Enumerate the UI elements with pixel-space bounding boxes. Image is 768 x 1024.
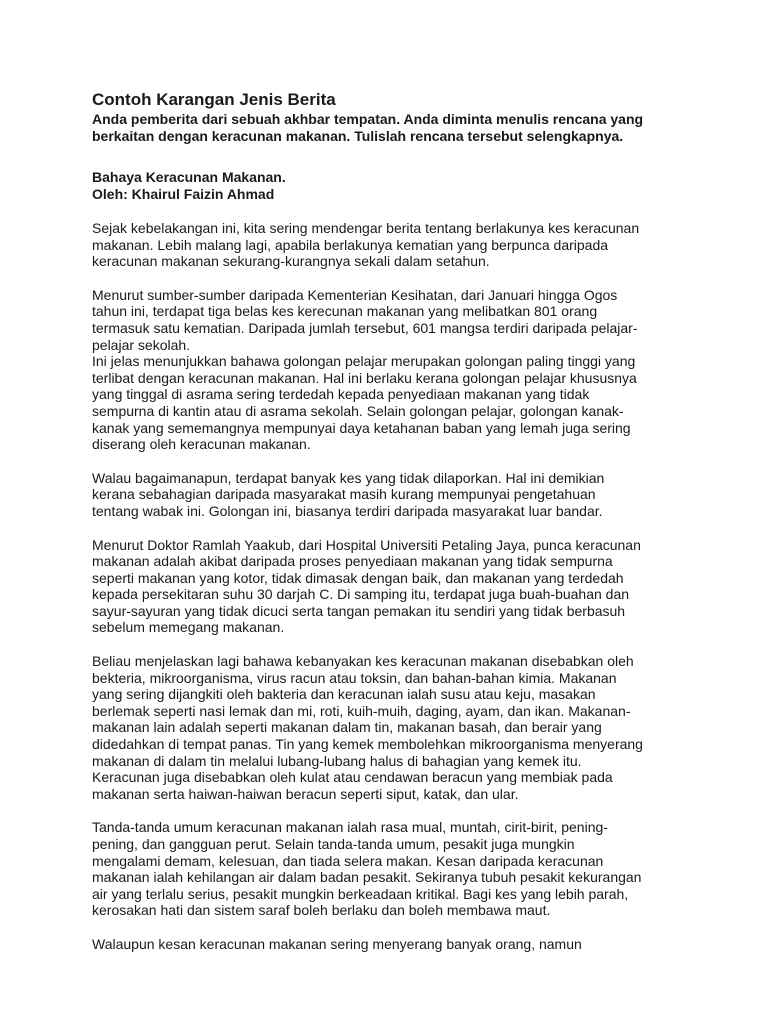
paragraph-line: Walau bagaimanapun, terdapat banyak kes yang tidak dilaporkan. Hal ini demikian	[92, 469, 605, 486]
author-line: Oleh: Khairul Faizin Ahmad	[92, 186, 275, 202]
paragraph-line: sempurna di kantin atau di asrama sekolah. Selain golongan pelajar, golongan kanak-	[92, 402, 624, 419]
paragraph	[92, 936, 682, 953]
paragraph-line: berlemak seperti nasi lemak dan mi, roti, kuih-muih, daging, ayam, dan ikan. Makanan-	[92, 702, 631, 719]
paragraph-line: makanan serta haiwan-haiwan beracun seperti siput, katak, dan ular.	[92, 785, 519, 802]
paragraph	[92, 653, 682, 802]
paragraph-line: makanan adalah akibat daripada proses penyediaan makanan yang tidak sempurna	[92, 553, 613, 570]
paragraph-line: makanan lain adalah seperti makanan dalam tin, makanan basah, dan berair yang	[92, 719, 602, 736]
article-body	[92, 220, 682, 953]
instruction-line: Anda pemberita dari sebuah akhbar tempatan. Anda diminta menulis rencana yang	[92, 111, 644, 127]
paragraph-line: bekteria, mikroorganisma, virus racun atau toksin, dan bahan-bahan kimia. Makanan	[92, 669, 617, 686]
paragraph-line: Ini jelas menunjukkan bahawa golongan pelajar merupakan golongan paling tinggi yang	[92, 353, 636, 370]
paragraph-line: makanan di dalam tin melalui lubang-lubang halus di bahagian yang kemek itu.	[92, 752, 582, 769]
paragraph-line: Menurut sumber-sumber daripada Kementerian Kesihatan, dari Januari hingga Ogos	[92, 286, 618, 303]
paragraph	[92, 287, 682, 453]
paragraph-line: terlibat dengan keracunan makanan. Hal ini berlaku kerana golongan pelajar khususnya	[92, 369, 637, 386]
page-title: Contoh Karangan Jenis Berita	[92, 90, 336, 109]
paragraph-line: kerana sebahagian daripada masyarakat masih kurang mempunyai pengetahuan	[92, 486, 596, 503]
instruction-line: berkaitan dengan keracunan makanan. Tulislah rencana tersebut selengkapnya.	[92, 128, 624, 144]
paragraph-line: tentang wabak ini. Golongan ini, biasanya terdiri daripada masyarakat luar bandar.	[92, 502, 603, 519]
paragraph-line: sayur-sayuran yang tidak dicuci serta tangan pemakan itu sendiri yang tidak berbasuh	[92, 602, 626, 619]
paragraph-line: Tanda-tanda umum keracunan makanan ialah rasa mual, muntah, cirit-birit, pening-	[92, 819, 608, 836]
paragraph-line: yang sering dijangkiti oleh bakteria dan keracunan ialah susu atau keju, masakan	[92, 686, 596, 703]
paragraph-line: mengalami demam, kelesuan, dan tiada selera makan. Kesan daripada keracunan	[92, 852, 604, 869]
paragraph-line: Keracunan juga disebabkan oleh kulat atau cendawan beracun yang membiak pada	[92, 769, 613, 786]
paragraph-line: makanan ialah kehilangan air dalam badan pesakit. Sekiranya tubuh pesakit kekurangan	[92, 869, 642, 886]
paragraph-line: Walaupun kesan keracunan makanan sering menyerang banyak orang, namun	[92, 935, 582, 952]
document-content	[92, 89, 682, 953]
paragraph-line: yang tinggal di asrama sering terdedah kepada penyediaan makanan yang tidak	[92, 386, 590, 403]
paragraph-line: seperti makanan yang kotor, tidak dimasak dengan baik, dan makanan yang terdedah	[92, 569, 624, 586]
paragraph	[92, 220, 682, 270]
instruction-text	[92, 111, 682, 145]
paragraph-line: Menurut Doktor Ramlah Yaakub, dari Hospital Universiti Petaling Jaya, punca keracunan	[92, 536, 641, 553]
article-title: Bahaya Keracunan Makanan.	[92, 169, 286, 185]
paragraph-line: kanak yang sememangnya mempunyai daya ketahanan baban yang lemah juga sering	[92, 419, 631, 436]
paragraph-line: Sejak kebelakangan ini, kita sering mendengar berita tentang berlakunya kes keracunan	[92, 220, 640, 236]
paragraph-line: diserang oleh keracunan makanan.	[92, 436, 311, 453]
paragraph-line: didedahkan di tempat panas. Tin yang kemek membolehkan mikroorganisma menyerang	[92, 736, 643, 753]
paragraph-line: sebelum memegang makanan.	[92, 619, 285, 636]
paragraph-line: kerosakan hati dan sistem saraf boleh berlaku dan boleh membawa maut.	[92, 902, 551, 919]
paragraph	[92, 537, 682, 637]
paragraph-line: keracunan makanan sekurang-kurangnya sekali dalam setahun.	[92, 253, 490, 270]
paragraph-line: pelajar sekolah.	[92, 336, 191, 353]
paragraph	[92, 470, 682, 520]
paragraph-line: kepada persekitaran suhu 30 darjah C. Di samping itu, terdapat juga buah-buahan dan	[92, 586, 630, 603]
paragraph-line: makanan. Lebih malang lagi, apabila berlakunya kematian yang berpunca daripada	[92, 236, 609, 253]
paragraph-line: tahun ini, terdapat tiga belas kes kerecunan makanan yang melibatkan 801 orang	[92, 303, 598, 320]
paragraph-line: termasuk satu kematian. Daripada jumlah tersebut, 601 mangsa terdiri daripada pelajar-	[92, 319, 638, 336]
paragraph-line: pening, dan gangguan perut. Selain tanda-tanda umum, pesakit juga mungkin	[92, 836, 575, 852]
paragraph-line: Beliau menjelaskan lagi bahawa kebanyakan kes keracunan makanan disebabkan oleh	[92, 653, 634, 670]
paragraph	[92, 819, 682, 919]
paragraph-line: air yang terlalu serius, pesakit mungkin berkeadaan kritikal. Bagi kes yang lebih parah,	[92, 885, 629, 902]
